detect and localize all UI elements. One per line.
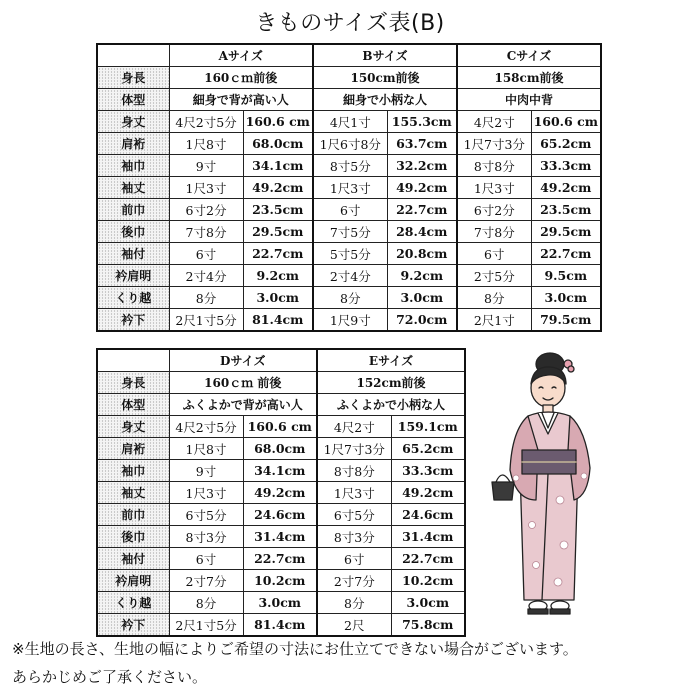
size-column-header: Bサイズ [313, 44, 457, 67]
shaku-value: 6寸 [169, 548, 243, 570]
cm-value: 3.0cm [391, 592, 465, 614]
measurement-row [97, 548, 465, 570]
body-type-cell: ふくよかで小柄な人 [317, 394, 465, 416]
measurement-row [97, 526, 465, 548]
cm-value: 24.6cm [391, 504, 465, 526]
header-row [97, 349, 465, 372]
shaku-value: 7寸5分 [313, 221, 387, 243]
shaku-value: 1尺3寸 [313, 177, 387, 199]
size-column-header: Dサイズ [169, 349, 317, 372]
measurement-row [97, 592, 465, 614]
measurement-row [97, 416, 465, 438]
row-label: 袖付 [97, 548, 169, 570]
cm-value: 33.3cm [531, 155, 601, 177]
size-table-de [96, 348, 466, 637]
measurement-row [97, 243, 601, 265]
shaku-value: 8分 [169, 287, 243, 309]
cm-value: 22.7cm [387, 199, 457, 221]
shaku-value: 8寸3分 [169, 526, 243, 548]
measurement-row [97, 482, 465, 504]
size-table-abc [96, 43, 602, 332]
body-type-cell: 中肉中背 [457, 89, 601, 111]
cm-value: 160.6 cm [531, 111, 601, 133]
note-line-1: ※生地の長さ、生地の幅によりご希望の寸法にお仕立てできない場合がございます。 [12, 640, 578, 658]
shaku-value: 4尺2寸5分 [169, 416, 243, 438]
row-label: 身長 [97, 67, 169, 89]
measurement-row [97, 111, 601, 133]
shaku-value: 6寸5分 [169, 504, 243, 526]
row-label: 衿下 [97, 614, 169, 637]
shaku-value: 8分 [317, 592, 391, 614]
measurement-row [97, 570, 465, 592]
cm-value: 29.5cm [531, 221, 601, 243]
row-label: 後巾 [97, 221, 169, 243]
measurement-row [97, 287, 601, 309]
measurement-row [97, 504, 465, 526]
measurement-row [97, 199, 601, 221]
measurement-row [97, 438, 465, 460]
cm-value: 49.2cm [391, 482, 465, 504]
cm-value: 3.0cm [531, 287, 601, 309]
cm-value: 23.5cm [531, 199, 601, 221]
shaku-value: 6寸5分 [317, 504, 391, 526]
body-type-row [97, 89, 601, 111]
body-type-cell: 細身で背が高い人 [169, 89, 313, 111]
shaku-value: 4尺1寸 [313, 111, 387, 133]
shaku-value: 6寸2分 [457, 199, 531, 221]
measurement-row [97, 614, 465, 637]
row-label: 衿肩明 [97, 265, 169, 287]
measurement-row [97, 133, 601, 155]
cm-value: 72.0cm [387, 309, 457, 332]
cm-value: 34.1cm [243, 460, 317, 482]
body-type-row [97, 394, 465, 416]
shaku-value: 4尺2寸 [457, 111, 531, 133]
cm-value: 81.4cm [243, 309, 313, 332]
shaku-value: 1尺7寸3分 [317, 438, 391, 460]
shaku-value: 6寸 [317, 548, 391, 570]
shaku-value: 2寸5分 [457, 265, 531, 287]
row-label: 袖巾 [97, 155, 169, 177]
measurement-row [97, 155, 601, 177]
cm-value: 9.2cm [387, 265, 457, 287]
cm-value: 3.0cm [243, 287, 313, 309]
measurement-row [97, 177, 601, 199]
cm-value: 31.4cm [243, 526, 317, 548]
size-column-header: Aサイズ [169, 44, 313, 67]
cm-value: 24.6cm [243, 504, 317, 526]
cm-value: 49.2cm [243, 177, 313, 199]
shaku-value: 1尺3寸 [457, 177, 531, 199]
cm-value: 160.6 cm [243, 416, 317, 438]
shaku-value: 1尺8寸 [169, 438, 243, 460]
notes [12, 635, 578, 691]
shaku-value: 9寸 [169, 460, 243, 482]
shaku-value: 1尺6寸8分 [313, 133, 387, 155]
corner-cell [97, 349, 169, 372]
measurement-row [97, 309, 601, 332]
cm-value: 20.8cm [387, 243, 457, 265]
cm-value: 9.2cm [243, 265, 313, 287]
cm-value: 31.4cm [391, 526, 465, 548]
measurement-row [97, 460, 465, 482]
shaku-value: 6寸 [457, 243, 531, 265]
body-type-cell: ふくよかで背が高い人 [169, 394, 317, 416]
cm-value: 65.2cm [531, 133, 601, 155]
page-title: きものサイズ表(B) [255, 11, 445, 36]
row-label: 体型 [97, 394, 169, 416]
cm-value: 49.2cm [387, 177, 457, 199]
shaku-value: 8分 [169, 592, 243, 614]
height-cell: 160ｃｍ前後 [169, 67, 313, 89]
cm-value: 10.2cm [391, 570, 465, 592]
shaku-value: 9寸 [169, 155, 243, 177]
row-label: 肩裄 [97, 133, 169, 155]
height-cell: 150cm前後 [313, 67, 457, 89]
shaku-value: 5寸5分 [313, 243, 387, 265]
height-row [97, 67, 601, 89]
cm-value: 22.7cm [243, 243, 313, 265]
note-line-2: あらかじめご了承ください。 [12, 668, 208, 686]
shaku-value: 1尺7寸3分 [457, 133, 531, 155]
row-label: くり越 [97, 592, 169, 614]
shaku-value: 2尺1寸5分 [169, 614, 243, 637]
row-label: くり越 [97, 287, 169, 309]
shaku-value: 4尺2寸5分 [169, 111, 243, 133]
size-column-header: Cサイズ [457, 44, 601, 67]
cm-value: 34.1cm [243, 155, 313, 177]
shaku-value: 7寸8分 [457, 221, 531, 243]
row-label: 身丈 [97, 416, 169, 438]
corner-cell [97, 44, 169, 67]
shaku-value: 6寸 [313, 199, 387, 221]
shaku-value: 2寸7分 [317, 570, 391, 592]
shaku-value: 8寸3分 [317, 526, 391, 548]
cm-value: 22.7cm [243, 548, 317, 570]
shaku-value: 2寸4分 [313, 265, 387, 287]
cm-value: 23.5cm [243, 199, 313, 221]
cm-value: 28.4cm [387, 221, 457, 243]
cm-value: 32.2cm [387, 155, 457, 177]
row-label: 前巾 [97, 504, 169, 526]
height-cell: 152cm前後 [317, 372, 465, 394]
shaku-value: 2尺1寸 [457, 309, 531, 332]
row-label: 袖巾 [97, 460, 169, 482]
cm-value: 9.5cm [531, 265, 601, 287]
height-row [97, 372, 465, 394]
shaku-value: 2尺1寸5分 [169, 309, 243, 332]
handbag-icon [492, 482, 514, 500]
cm-value: 49.2cm [531, 177, 601, 199]
cm-value: 159.1cm [391, 416, 465, 438]
height-cell: 160ｃｍ 前後 [169, 372, 317, 394]
cm-value: 33.3cm [391, 460, 465, 482]
row-label: 衿肩明 [97, 570, 169, 592]
cm-value: 10.2cm [243, 570, 317, 592]
shaku-value: 2寸4分 [169, 265, 243, 287]
shaku-value: 8寸5分 [313, 155, 387, 177]
height-cell: 158cm前後 [457, 67, 601, 89]
row-label: 後巾 [97, 526, 169, 548]
shaku-value: 1尺3寸 [169, 482, 243, 504]
row-label: 身長 [97, 372, 169, 394]
cm-value: 3.0cm [243, 592, 317, 614]
shaku-value: 6寸 [169, 243, 243, 265]
row-label: 衿下 [97, 309, 169, 332]
shaku-value: 7寸8分 [169, 221, 243, 243]
cm-value: 65.2cm [391, 438, 465, 460]
shaku-value: 1尺9寸 [313, 309, 387, 332]
measurement-row [97, 221, 601, 243]
measurement-row [97, 265, 601, 287]
row-label: 袖丈 [97, 177, 169, 199]
cm-value: 22.7cm [391, 548, 465, 570]
row-label: 体型 [97, 89, 169, 111]
cm-value: 22.7cm [531, 243, 601, 265]
row-label: 肩裄 [97, 438, 169, 460]
cm-value: 75.8cm [391, 614, 465, 637]
shaku-value: 4尺2寸 [317, 416, 391, 438]
cm-value: 3.0cm [387, 287, 457, 309]
cm-value: 155.3cm [387, 111, 457, 133]
shaku-value: 2尺 [317, 614, 391, 637]
kimono-woman-illustration [490, 350, 620, 622]
shaku-value: 8寸8分 [317, 460, 391, 482]
shaku-value: 8寸8分 [457, 155, 531, 177]
header-row [97, 44, 601, 67]
cm-value: 68.0cm [243, 133, 313, 155]
cm-value: 68.0cm [243, 438, 317, 460]
row-label: 身丈 [97, 111, 169, 133]
shaku-value: 6寸2分 [169, 199, 243, 221]
shaku-value: 1尺8寸 [169, 133, 243, 155]
shaku-value: 8分 [313, 287, 387, 309]
size-column-header: Eサイズ [317, 349, 465, 372]
shaku-value: 1尺3寸 [169, 177, 243, 199]
shaku-value: 8分 [457, 287, 531, 309]
shaku-value: 1尺3寸 [317, 482, 391, 504]
cm-value: 160.6 cm [243, 111, 313, 133]
cm-value: 49.2cm [243, 482, 317, 504]
body-type-cell: 細身で小柄な人 [313, 89, 457, 111]
cm-value: 79.5cm [531, 309, 601, 332]
row-label: 袖付 [97, 243, 169, 265]
cm-value: 63.7cm [387, 133, 457, 155]
cm-value: 81.4cm [243, 614, 317, 637]
row-label: 袖丈 [97, 482, 169, 504]
row-label: 前巾 [97, 199, 169, 221]
shaku-value: 2寸7分 [169, 570, 243, 592]
cm-value: 29.5cm [243, 221, 313, 243]
